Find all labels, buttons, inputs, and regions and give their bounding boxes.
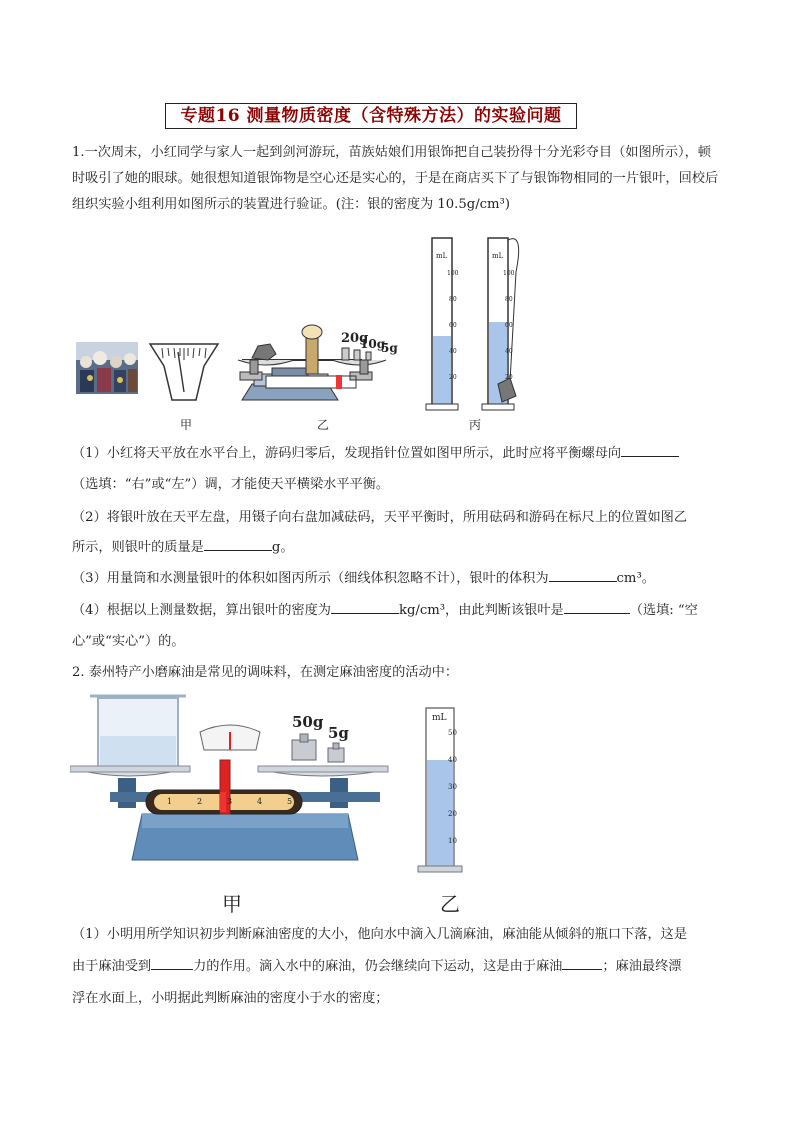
q1-intro: 1.一次周末，小红同学与家人一起到剑河游玩，苗族姑娘们用银饰把自己装扮得十分光彩夺目（如图所示），顿时吸引了她的眼球。她很想知道银饰物是空心还是实心的，于是在商店买下了与银饰物相同的一片银叶，回校后组织实验小组利用如图所示的装置进行验证。(注：银的密度为 10.5g/cm³): [72, 145, 719, 212]
scale-tick-3: 3: [227, 797, 233, 806]
fig1-label-jia: 甲: [180, 418, 193, 432]
q2-sub1-text-c: 力的作用。滴入水中的麻油，仍会继续向下运动，这是由于麻油: [193, 959, 563, 974]
weight-5g-b: 5g: [328, 724, 349, 742]
scale-tick-1: 1: [167, 797, 173, 806]
q2-sub1-cont: [72, 954, 724, 980]
q1-sub2-text-b: 所示，则银叶的质量是: [72, 540, 204, 555]
q1-sub4: [72, 598, 724, 624]
answer-blank[interactable]: [562, 955, 602, 970]
answer-blank[interactable]: [549, 567, 617, 582]
cyl2-tick-20: 20: [505, 374, 513, 381]
beaker: [90, 696, 186, 770]
weight-10g: 10g: [360, 337, 386, 351]
q1-sub4-text-a: （4）根据以上测量数据，算出银叶的密度为: [72, 603, 331, 618]
cyl1-tick-20: 20: [449, 374, 457, 381]
cyl1-tick-40: 40: [449, 348, 457, 355]
q2-sub1-text-b: 由于麻油受到: [72, 959, 152, 974]
q1-sub1: [72, 441, 724, 467]
cyl2-tick-40: 40: [505, 348, 513, 355]
cyl1-tick-100: 100: [447, 270, 459, 277]
fig2-label-jia: 甲: [222, 892, 242, 916]
cyl2-tick-80: 80: [505, 296, 513, 303]
cyl3-tick-40: 40: [448, 756, 457, 764]
q1-sub4-text-c: （选填: “空: [629, 603, 698, 618]
q1-sub4-text-b: kg/cm³，由此判断该银叶是: [398, 603, 564, 618]
weight-50g: 50g: [292, 713, 324, 731]
scale-tick-4: 4: [257, 797, 263, 806]
weight-5g: 5g: [381, 341, 398, 355]
answer-blank[interactable]: [204, 536, 272, 551]
q1-sub3-text-a: （3）用量筒和水测量银叶的体积如图丙所示（细线体积忽略不计），银叶的体积为: [72, 571, 549, 586]
q2-figure: [70, 690, 490, 880]
q2-sub1-text-d: ；麻油最终漂: [602, 959, 682, 974]
answer-blank[interactable]: [151, 955, 193, 970]
miao-girls-photo: [76, 342, 138, 394]
cyl1-tick-80: 80: [449, 296, 457, 303]
q1-sub2: （2）将银叶放在天平左盘，用镊子向右盘加减砝码，天平平衡时，所用砝码和游码在标尺上的位置如图乙: [72, 510, 688, 525]
q1-sub3: [72, 566, 724, 592]
cylinder-2-unit: mL: [492, 252, 504, 260]
q2-intro: 2. 泰州特产小磨麻油是常见的调味料，在测定麻油密度的活动中：: [72, 665, 459, 680]
q1-sub4-cont: 心”或“实心”）的。: [72, 634, 185, 649]
cyl3-tick-30: 30: [448, 783, 457, 791]
scale-tick-5: 5: [287, 797, 293, 806]
fig1-label-bing: 丙: [469, 418, 482, 432]
cyl3-tick-20: 20: [448, 810, 457, 818]
q1-sub2-cont: [72, 535, 724, 561]
pointer-dial-figure: [150, 344, 218, 400]
weight-20g: 20g: [341, 331, 369, 346]
fig1-label-yi: 乙: [317, 418, 330, 432]
answer-blank[interactable]: [564, 599, 630, 614]
q2-sub1-end: 浮在水面上，小明据此判断麻油的密度小于水的密度；: [72, 991, 389, 1006]
cylinder-3-unit: mL: [432, 713, 447, 723]
cyl2-tick-100: 100: [503, 270, 515, 277]
answer-blank[interactable]: [331, 599, 399, 614]
q2-sub1: （1）小明用所学知识初步判断麻油密度的大小，他向水中滴入几滴麻油，麻油能从倾斜的瓶口下落，这是: [72, 927, 688, 942]
cyl2-tick-60: 60: [505, 322, 513, 329]
cyl1-tick-60: 60: [449, 322, 457, 329]
q1-sub3-text-b: cm³。: [616, 571, 655, 586]
cyl3-tick-50: 50: [448, 729, 457, 737]
q1-sub2-text-c: g。: [271, 540, 294, 555]
answer-blank[interactable]: [621, 442, 679, 457]
scale-tick-2: 2: [197, 797, 203, 806]
fig2-label-yi: 乙: [440, 892, 460, 916]
q1-figure: [70, 232, 530, 412]
q1-sub1-cont: （选填：“右”或“左”）调，才能使天平横梁水平平衡。: [72, 477, 390, 492]
page-title: 专题16 测量物质密度（含特殊方法）的实验问题: [165, 103, 577, 129]
cyl3-tick-10: 10: [448, 837, 457, 845]
q1-sub1-text-a: （1）小红将天平放在水平台上，游码归零后，发现指针位置如图甲所示，此时应将平衡螺母向: [72, 446, 622, 461]
cylinder-1-unit: mL: [436, 252, 448, 260]
